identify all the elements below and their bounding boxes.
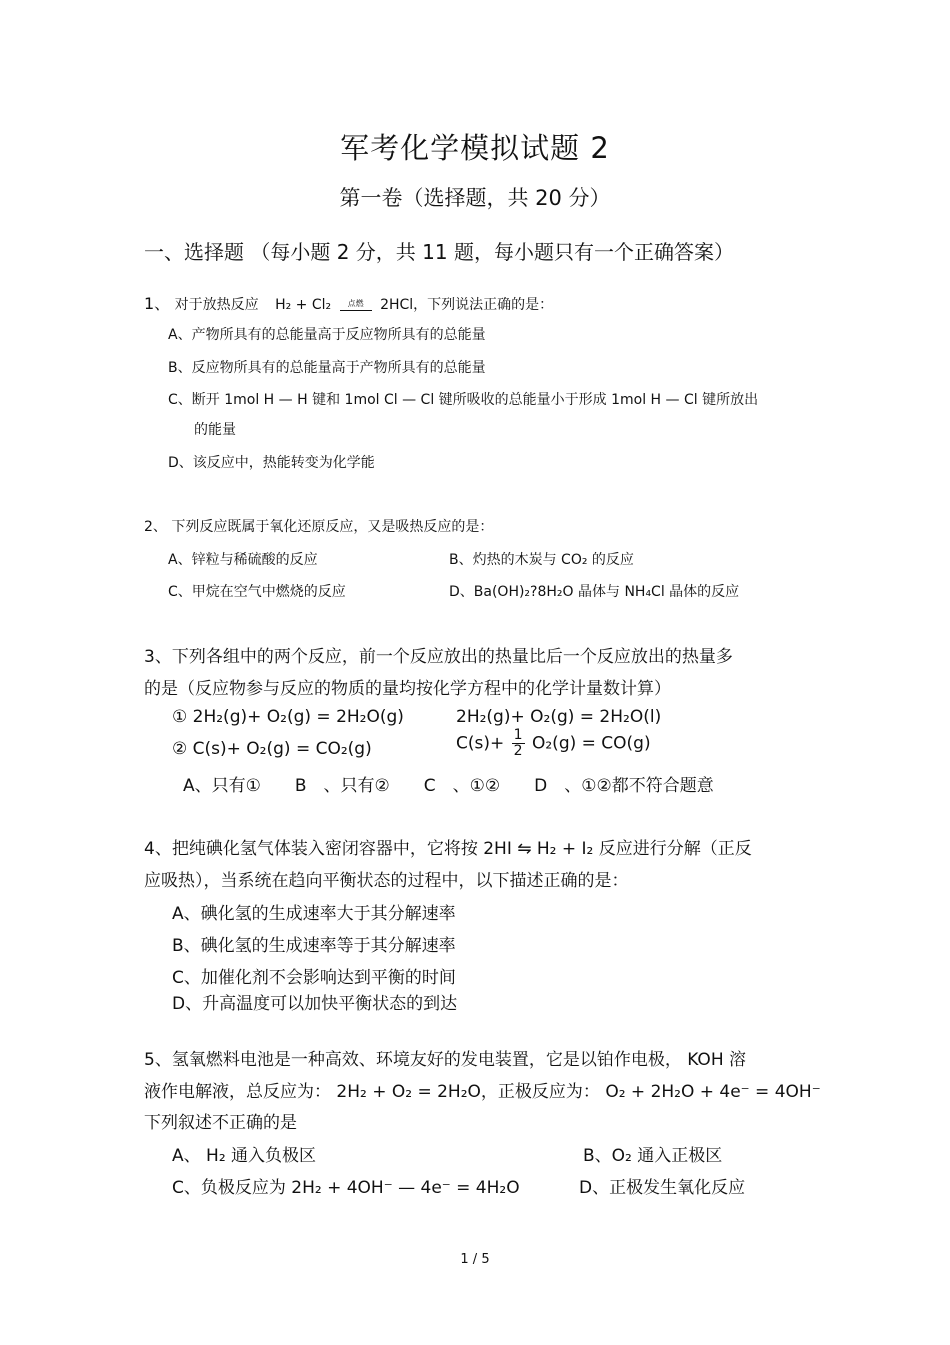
q1-eq-lhs: H₂ + Cl₂: [275, 297, 332, 313]
q1-stem-pre: 对于放热反应: [174, 297, 259, 313]
q1-eq-rhs: 2HCl，下列说法正确的是：: [380, 297, 554, 313]
q3-fraction: [512, 728, 525, 759]
q4-option-d: D、升高温度可以加快平衡状态的到达: [172, 994, 458, 1014]
q5-stem-line3: 下列叙述不正确的是: [144, 1113, 297, 1133]
q4-stem-line1: 4、把纯碘化氢气体装入密闭容器中，它将按 2HI ⇋ H₂ + I₂ 反应进行分解（正反: [144, 839, 752, 859]
q4-stem-line2: 应吸热），当系统在趋向平衡状态的过程中，以下描述正确的是：: [144, 871, 629, 891]
q1-option-c: C、断开 1mol H — H 键和 1mol Cl — Cl 键所吸收的总能量小于形成 1mol H — Cl 键所放出: [168, 392, 759, 408]
q3-options: A、只有① B 、只有② C 、①② D 、①②都不符合题意: [183, 776, 714, 796]
q1-number: 1、: [144, 294, 171, 313]
q2-option-b: B、灼热的木炭与 CO₂ 的反应: [449, 552, 634, 568]
q5-option-a: A、 H₂ 通入负极区: [172, 1146, 317, 1166]
page-title: 军考化学模拟试题 2: [340, 131, 610, 165]
q3-reaction-2-right-pre: C(s)+: [456, 733, 505, 754]
q3-reaction-2-left: ② C(s)+ O₂(g) = CO₂(g): [172, 739, 372, 759]
q1-option-c-cont: 的能量: [194, 422, 236, 438]
q5-stem-line1: 5、氢氧燃料电池是一种高效、环境友好的发电装置，它是以铂作电极， KOH 溶: [144, 1050, 747, 1070]
q5-option-d: D、正极发生氧化反应: [579, 1178, 746, 1198]
q5-option-c: C、负极反应为 2H₂ + 4OH⁻ — 4e⁻ = 4H₂O: [172, 1178, 520, 1198]
q1-reaction-arrow: [340, 299, 372, 311]
q4-option-b: B、碘化氢的生成速率等于其分解速率: [172, 936, 456, 956]
q1-option-b: B、反应物所具有的总能量高于产物所具有的总能量: [168, 360, 486, 376]
q1-option-a: A、产物所具有的总能量高于反应物所具有的总能量: [168, 327, 486, 343]
q4-option-a: A、碘化氢的生成速率大于其分解速率: [172, 904, 456, 924]
q3-stem-line2: 的是（反应物参与反应的物质的量均按化学方程中的化学计量数计算）: [144, 679, 671, 699]
q1-option-d: D、该反应中，热能转变为化学能: [168, 455, 375, 471]
q3-reaction-2-right: [456, 728, 651, 759]
q3-reaction-2-right-post: O₂(g) = CO(g): [531, 733, 651, 754]
q1-stem: [144, 291, 553, 314]
q5-option-b: B、O₂ 通入正极区: [583, 1146, 723, 1166]
q2-option-c: C、甲烷在空气中燃烧的反应: [168, 584, 346, 600]
paper-subtitle: 第一卷（选择题，共 20 分）: [339, 186, 611, 210]
q5-stem-line2: 液作电解液，总反应为： 2H₂ + O₂ = 2H₂O，正极反应为： O₂ + 2H₂O + 4e⁻ = 4OH⁻: [144, 1082, 821, 1102]
q3-reaction-1-right: 2H₂(g)+ O₂(g) = 2H₂O(l): [456, 707, 662, 727]
section-heading: 一、选择题 （每小题 2 分，共 11 题，每小题只有一个正确答案）: [144, 240, 734, 264]
q2-option-a: A、锌粒与稀硫酸的反应: [168, 552, 318, 568]
q1-reaction-condition: 点燃: [347, 299, 364, 308]
q3-fraction-numerator: 1: [513, 727, 523, 743]
q3-stem-line1: 3、下列各组中的两个反应，前一个反应放出的热量比后一个反应放出的热量多: [144, 647, 733, 667]
q2-stem: 2、 下列反应既属于氧化还原反应，又是吸热反应的是：: [144, 519, 494, 535]
q4-option-c: C、加催化剂不会影响达到平衡的时间: [172, 968, 456, 988]
page-number: 1 / 5: [460, 1252, 490, 1267]
q2-option-d: D、Ba(OH)₂?8H₂O 晶体与 NH₄Cl 晶体的反应: [449, 584, 740, 600]
q3-reaction-1-left: ① 2H₂(g)+ O₂(g) = 2H₂O(g): [172, 707, 404, 727]
q3-fraction-denominator: 2: [513, 743, 523, 759]
